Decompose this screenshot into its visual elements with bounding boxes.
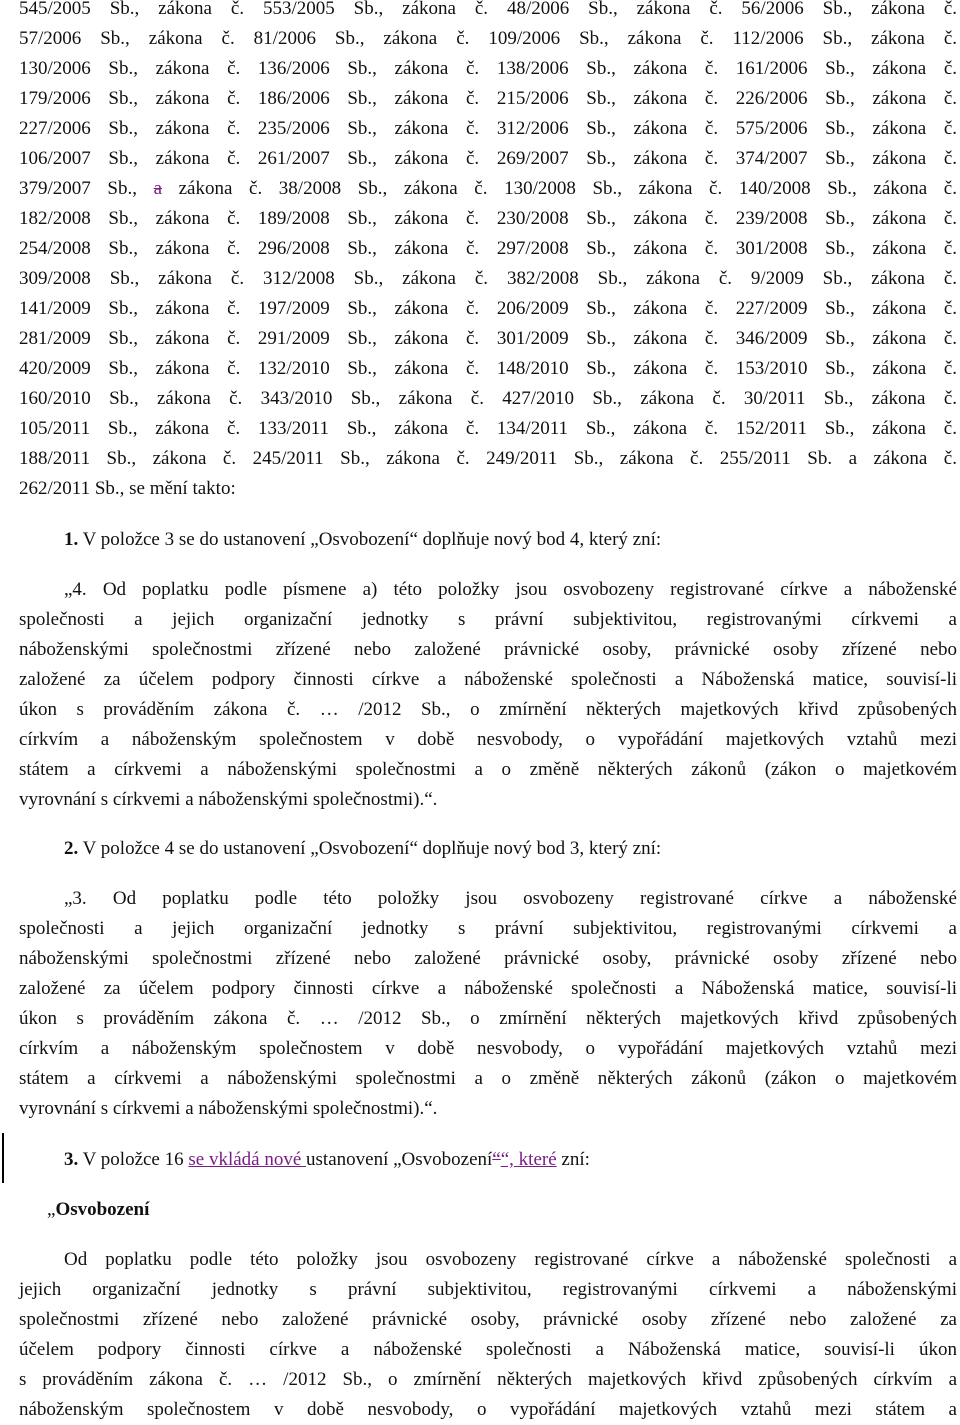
- text-line: úkon s prováděním zákona č. … /2012 Sb., o zmírnění některých majetkových křivd způsobených: [19, 1008, 957, 1029]
- deleted-text: “: [492, 1149, 501, 1170]
- text-line: 262/2011 Sb., se mění takto:: [19, 478, 236, 499]
- text-line: účelem podpory činnosti církve a náboženské společnosti a Náboženská matice, souvisí-li úkon: [19, 1339, 957, 1360]
- text-line: církvím a náboženským společnostem v době nesvobody, o vypořádání majetkových vztahů mezi: [19, 1038, 957, 1059]
- text-line: „4. Od poplatku podle písmene a) této položky jsou osvobozeny registrované církve a náboženské: [64, 579, 957, 600]
- text-line: založené za účelem podpory činnosti církve a náboženské společnosti a Náboženská matice, souvisí-li: [19, 669, 957, 690]
- text-line: 545/2005 Sb., zákona č. 553/2005 Sb., zákona č. 48/2006 Sb., zákona č. 56/2006 Sb., zákona č.: [19, 0, 957, 19]
- item-text: zní:: [556, 1149, 590, 1170]
- text-line: 57/2006 Sb., zákona č. 81/2006 Sb., zákona č. 109/2006 Sb., zákona č. 112/2006 Sb., zákona č.: [19, 28, 957, 49]
- text-line: 420/2009 Sb., zákona č. 132/2010 Sb., zákona č. 148/2010 Sb., zákona č. 153/2010 Sb., zákona č.: [19, 358, 957, 379]
- text-line: 188/2011 Sb., zákona č. 245/2011 Sb., zákona č. 249/2011 Sb., zákona č. 255/2011 Sb. a zákona č.: [19, 448, 957, 469]
- text-line: náboženskými společnostmi zřízené nebo založené právnické osoby, právnické osoby zřízené nebo: [19, 948, 957, 969]
- text-line: společnostmi zřízené nebo založené právnické osoby, právnické osoby zřízené nebo založené za: [19, 1309, 957, 1330]
- text-line: společnosti a jejich organizační jednotky s právní subjektivitou, registrovanými církvemi a: [19, 918, 957, 939]
- text-line: vyrovnání s církvemi a náboženskými společnostmi).“.: [19, 789, 438, 810]
- text-line: státem a církvemi a náboženskými společnostmi a o změně některých zákonů (zákon o majetkovém: [19, 759, 957, 780]
- item-text: V položce 3 se do ustanovení „Osvobození“ doplňuje nový bod 4, který zní:: [78, 529, 662, 550]
- text-segment: zákona č. 38/2008 Sb., zákona č. 130/2008 Sb., zákona č. 140/2008 Sb., zákona č.: [162, 178, 957, 199]
- text-line-with-deletion: [19, 174, 957, 204]
- amendment-item-text: [64, 525, 957, 555]
- heading-title: Osvobození: [55, 1199, 150, 1220]
- text-line: 105/2011 Sb., zákona č. 133/2011 Sb., zákona č. 134/2011 Sb., zákona č. 152/2011 Sb., zákona č.: [19, 418, 957, 439]
- text-line: církvím a náboženským společnostem v době nesvobody, o vypořádání majetkových vztahů mezi: [19, 729, 957, 750]
- inserted-text: se vkládá nové: [188, 1149, 307, 1170]
- text-line: 179/2006 Sb., zákona č. 186/2006 Sb., zákona č. 215/2006 Sb., zákona č. 226/2006 Sb., zákona č.: [19, 88, 957, 109]
- quoted-provision-osvobozeni: [19, 1245, 957, 1425]
- item-text: V položce 4 se do ustanovení „Osvobození“ doplňuje nový bod 3, který zní:: [78, 838, 662, 859]
- quoted-provision-3: [19, 884, 957, 1124]
- text-line: 160/2010 Sb., zákona č. 343/2010 Sb., zákona č. 427/2010 Sb., zákona č. 30/2011 Sb., zákona č.: [19, 388, 957, 409]
- text-line: „3. Od poplatku podle této položky jsou osvobozeny registrované církve a náboženské: [64, 888, 957, 909]
- deleted-text: a: [153, 178, 162, 199]
- opening-quote: „: [47, 1199, 56, 1220]
- revision-change-bar: [2, 1133, 4, 1183]
- amendment-item-text: [64, 1145, 957, 1175]
- text-line: 254/2008 Sb., zákona č. 296/2008 Sb., zákona č. 297/2008 Sb., zákona č. 301/2008 Sb., zákona č.: [19, 238, 957, 259]
- text-line: náboženskými společnostmi zřízené nebo založené právnické osoby, právnické osoby zřízené nebo: [19, 639, 957, 660]
- text-line: 130/2006 Sb., zákona č. 136/2006 Sb., zákona č. 138/2006 Sb., zákona č. 161/2006 Sb., zákona č.: [19, 58, 957, 79]
- text-line: 182/2008 Sb., zákona č. 189/2008 Sb., zákona č. 230/2008 Sb., zákona č. 239/2008 Sb., zákona č.: [19, 208, 957, 229]
- amendment-item-3: [64, 1145, 957, 1175]
- text-line: s prováděním zákona č. … /2012 Sb., o zmírnění některých majetkových křivd způsobených církvím a: [19, 1369, 957, 1390]
- item-text: ustanovení „Osvobození: [306, 1149, 493, 1170]
- text-line: jejich organizační jednotky s právní subjektivitou, registrovanými církvemi a náboženskými: [19, 1279, 957, 1300]
- text-line: Od poplatku podle této položky jsou osvobozeny registrované církve a náboženské společnosti a: [64, 1249, 957, 1270]
- text-line: 309/2008 Sb., zákona č. 312/2008 Sb., zákona č. 382/2008 Sb., zákona č. 9/2009 Sb., zákona č.: [19, 268, 957, 289]
- text-line: státem a církvemi a náboženskými společnostmi a o změně některých zákonů (zákon o majetkovém: [19, 1068, 957, 1089]
- text-segment: 379/2007 Sb.,: [19, 178, 154, 199]
- text-line: 281/2009 Sb., zákona č. 291/2009 Sb., zákona č. 301/2009 Sb., zákona č. 346/2009 Sb., zákona č.: [19, 328, 957, 349]
- text-line: 227/2006 Sb., zákona č. 235/2006 Sb., zákona č. 312/2006 Sb., zákona č. 575/2006 Sb., zákona č.: [19, 118, 957, 139]
- text-line: 141/2009 Sb., zákona č. 197/2009 Sb., zákona č. 206/2009 Sb., zákona č. 227/2009 Sb., zákona č.: [19, 298, 957, 319]
- quoted-provision-4: [19, 575, 957, 815]
- item-text: V položce 16: [78, 1149, 189, 1170]
- item-number: 2.: [64, 838, 79, 859]
- text-line: úkon s prováděním zákona č. … /2012 Sb., o zmírnění některých majetkových křivd způsobených: [19, 699, 957, 720]
- text-line: založené za účelem podpory činnosti církve a náboženské společnosti a Náboženská matice, souvisí-li: [19, 978, 957, 999]
- text-line: náboženským společnostem v době nesvobody, o vypořádání majetkových vztahů mezi státem a: [19, 1399, 957, 1420]
- item-number: 3.: [64, 1149, 79, 1170]
- amendment-item-2: [64, 834, 957, 864]
- text-line: 106/2007 Sb., zákona č. 261/2007 Sb., zákona č. 269/2007 Sb., zákona č. 374/2007 Sb., zákona č.: [19, 148, 957, 169]
- inserted-text: “, které: [500, 1149, 557, 1170]
- text-line: vyrovnání s církvemi a náboženskými společnostmi).“.: [19, 1098, 438, 1119]
- amendment-item-text: [64, 834, 957, 864]
- amendment-item-1: [64, 525, 957, 555]
- text-line: společnosti a jejich organizační jednotky s právní subjektivitou, registrovanými církvemi a: [19, 609, 957, 630]
- heading-line: [47, 1195, 957, 1225]
- provision-heading: [47, 1195, 957, 1225]
- item-number: 1.: [64, 529, 79, 550]
- amended-laws-list: [19, 0, 957, 504]
